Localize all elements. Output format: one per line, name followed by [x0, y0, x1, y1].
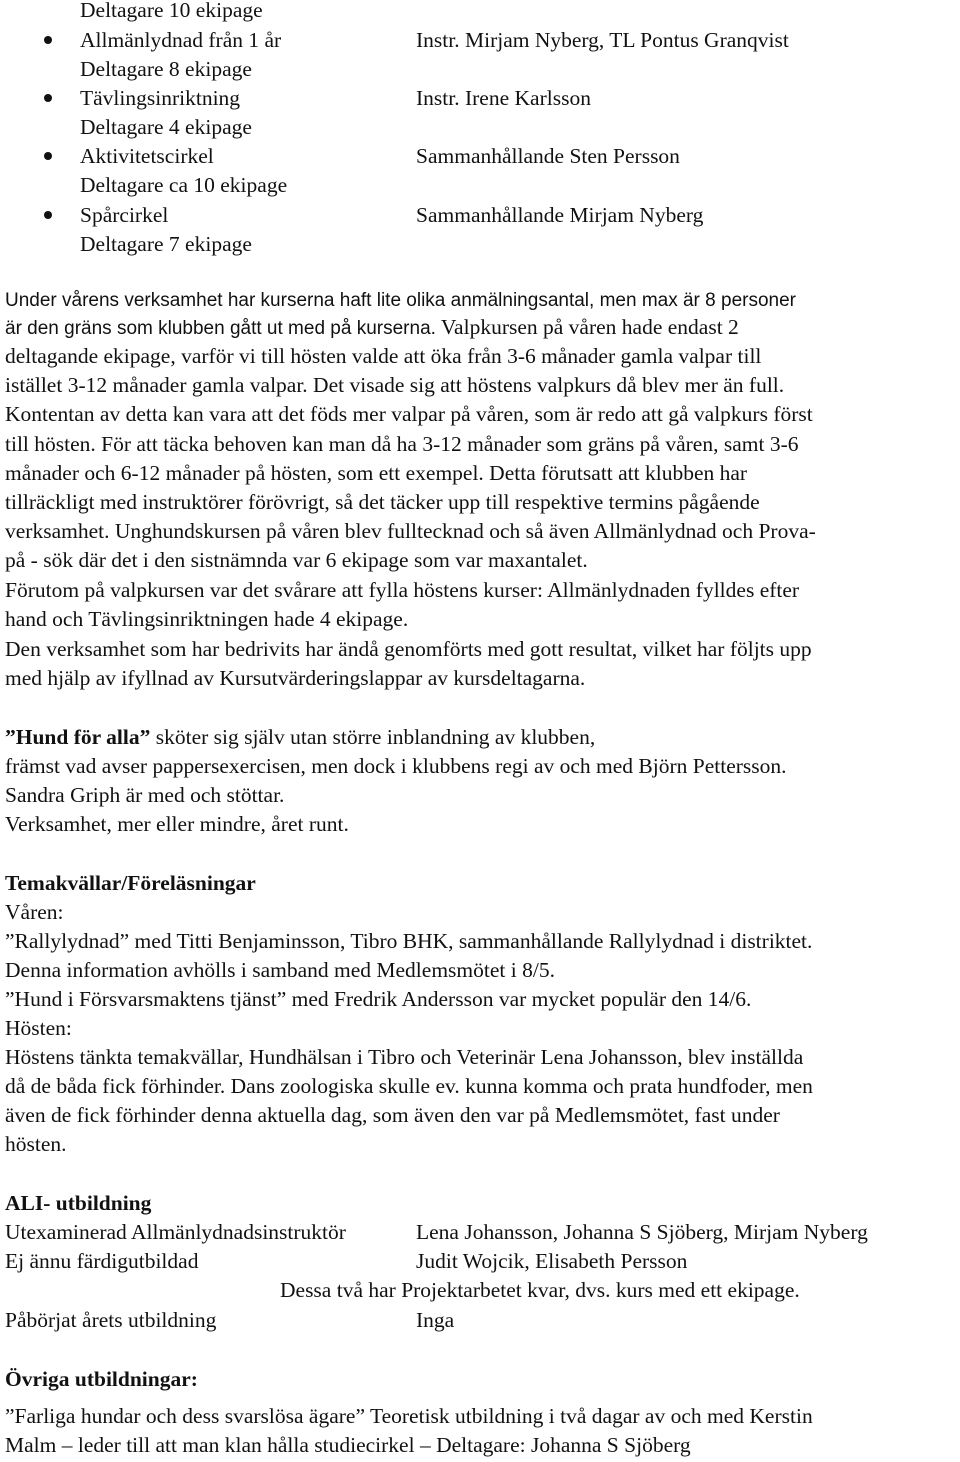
bullet [44, 152, 52, 160]
spring-line: ”Rallylydnad” med Titti Benjaminsson, Tibro BHK, sammanhållande Rallylydnad i distriktet. [5, 929, 813, 953]
summary-line: på - sök där det i den sistnämnda var 6 ekipage som var maxantalet. [5, 548, 588, 572]
summary-line: Förutom på valpkursen var det svårare att fylla höstens kurser: Allmänlydnaden fylldes efter [5, 578, 800, 602]
autumn-line: då de båda fick förhinder. Dans zoologiska skulle ev. kunna komma och prata hundfoder, men [5, 1074, 813, 1098]
autumn-line: Höstens tänkta temakvällar, Hundhälsan i Tibro och Veterinär Lena Johansson, blev inställda [5, 1045, 804, 1069]
summary-line: istället 3-12 månader gamla valpar. Det visade sig att höstens valpkurs då blev mer än full. [5, 373, 785, 397]
course-name: Aktivitetscirkel [80, 144, 214, 168]
ovriga-line: Malm – leder till att man klan hålla studiecirkel – Deltagare: Johanna S Sjöberg [5, 1433, 691, 1457]
hund-title-rest: sköter sig själv utan större inblandning av klubben, [150, 725, 596, 749]
hund-line: Verksamhet, mer eller mindre, året runt. [5, 812, 349, 836]
summary-line: till hösten. För att täcka behoven kan man då ha 3-12 månader som gräns på våren, samt 3-6 [5, 432, 799, 456]
summary-line: Kontentan av detta kan vara att det föds mer valpar på våren, som är redo att gå valpkurs först [5, 402, 813, 426]
autumn-line: även de fick förhinder denna aktuella dag, som även den var på Medlemsmötet, fast under [5, 1103, 780, 1127]
ali-row-label: Ej ännu färdigutbildad [5, 1249, 199, 1273]
summary-line: med hjälp av ifyllnad av Kursutvärderingslappar av kursdeltagarna. [5, 666, 586, 690]
ali-row-value: Dessa två har Projektarbetet kvar, dvs. kurs med ett ekipage. [280, 1278, 800, 1302]
hund-line: Sandra Griph är med och stöttar. [5, 783, 285, 807]
course-instructors: Instr. Irene Karlsson [416, 86, 591, 110]
summary-line [5, 313, 739, 343]
spring-line: Denna information avhölls i samband med Medlemsmötet i 8/5. [5, 958, 555, 982]
ali-row-value: Inga [416, 1308, 455, 1332]
course-instructors: Sammanhållande Mirjam Nyberg [416, 203, 704, 227]
ali-row-value: Lena Johansson, Johanna S Sjöberg, Mirjam Nyberg [416, 1220, 868, 1244]
spring-label: Våren: [5, 900, 64, 924]
participants-line: Deltagare 8 ekipage [80, 57, 252, 81]
section-heading: ALI- utbildning [5, 1191, 152, 1215]
summary-line: Under vårens verksamhet har kurserna haft lite olika anmälningsantal, men max är 8 personer [5, 290, 796, 311]
section-heading: Temakvällar/Föreläsningar [5, 871, 256, 895]
summary-line: månader och 6-12 månader på hösten, som ett exempel. Detta förutsatt att klubben har [5, 461, 748, 485]
course-name: Tävlingsinriktning [80, 86, 241, 110]
course-name: Spårcirkel [80, 203, 169, 227]
participants-line: Deltagare 10 ekipage [80, 0, 263, 22]
autumn-line: hösten. [5, 1132, 67, 1156]
bullet [44, 94, 52, 102]
ovriga-line: ”Farliga hundar och dess svarslösa ägare” Teoretisk utbildning i två dagar av och med Kerstin [5, 1404, 813, 1428]
autumn-label: Hösten: [5, 1016, 72, 1040]
participants-line: Deltagare 7 ekipage [80, 232, 252, 256]
course-name: Allmänlydnad från 1 år [80, 28, 282, 52]
ali-row-label: Utexaminerad Allmänlydnadsinstruktör [5, 1220, 346, 1244]
summary-line-serif: Valpkursen på våren hade endast 2 [435, 315, 739, 339]
spring-line: ”Hund i Försvarsmaktens tjänst” med Fredrik Andersson var mycket populär den 14/6. [5, 987, 752, 1011]
summary-line: Den verksamhet som har bedrivits har ändå genomförts med gott resultat, vilket har följts upp [5, 637, 812, 661]
hund-intro [5, 723, 595, 752]
summary-line: verksamhet. Unghundskursen på våren blev fulltecknad och så även Allmänlydnad och Prova- [5, 519, 816, 543]
participants-line: Deltagare 4 ekipage [80, 115, 252, 139]
bullet [44, 211, 52, 219]
course-instructors: Sammanhållande Sten Persson [416, 144, 680, 168]
ali-row-label: Påbörjat årets utbildning [5, 1308, 217, 1332]
hund-line: främst vad avser pappersexercisen, men dock i klubbens regi av och med Björn Pettersson. [5, 754, 787, 778]
course-instructors: Instr. Mirjam Nyberg, TL Pontus Granqvist [416, 28, 789, 52]
summary-line: deltagande ekipage, varför vi till hösten valde att öka från 3-6 månader gamla valpar till [5, 344, 762, 368]
summary-line-sans: är den gräns som klubben gått ut med på kurserna. [5, 318, 436, 339]
participants-line: Deltagare ca 10 ekipage [80, 173, 288, 197]
section-heading: Övriga utbildningar: [5, 1367, 198, 1391]
hund-title: ”Hund för alla” [5, 725, 151, 749]
bullet [44, 36, 52, 44]
summary-line: hand och Tävlingsinriktningen hade 4 ekipage. [5, 607, 409, 631]
ali-row-value: Judit Wojcik, Elisabeth Persson [416, 1249, 688, 1273]
summary-line: tillräckligt med instruktörer förövrigt, så det täcker upp till respektive termins pågående [5, 490, 760, 514]
